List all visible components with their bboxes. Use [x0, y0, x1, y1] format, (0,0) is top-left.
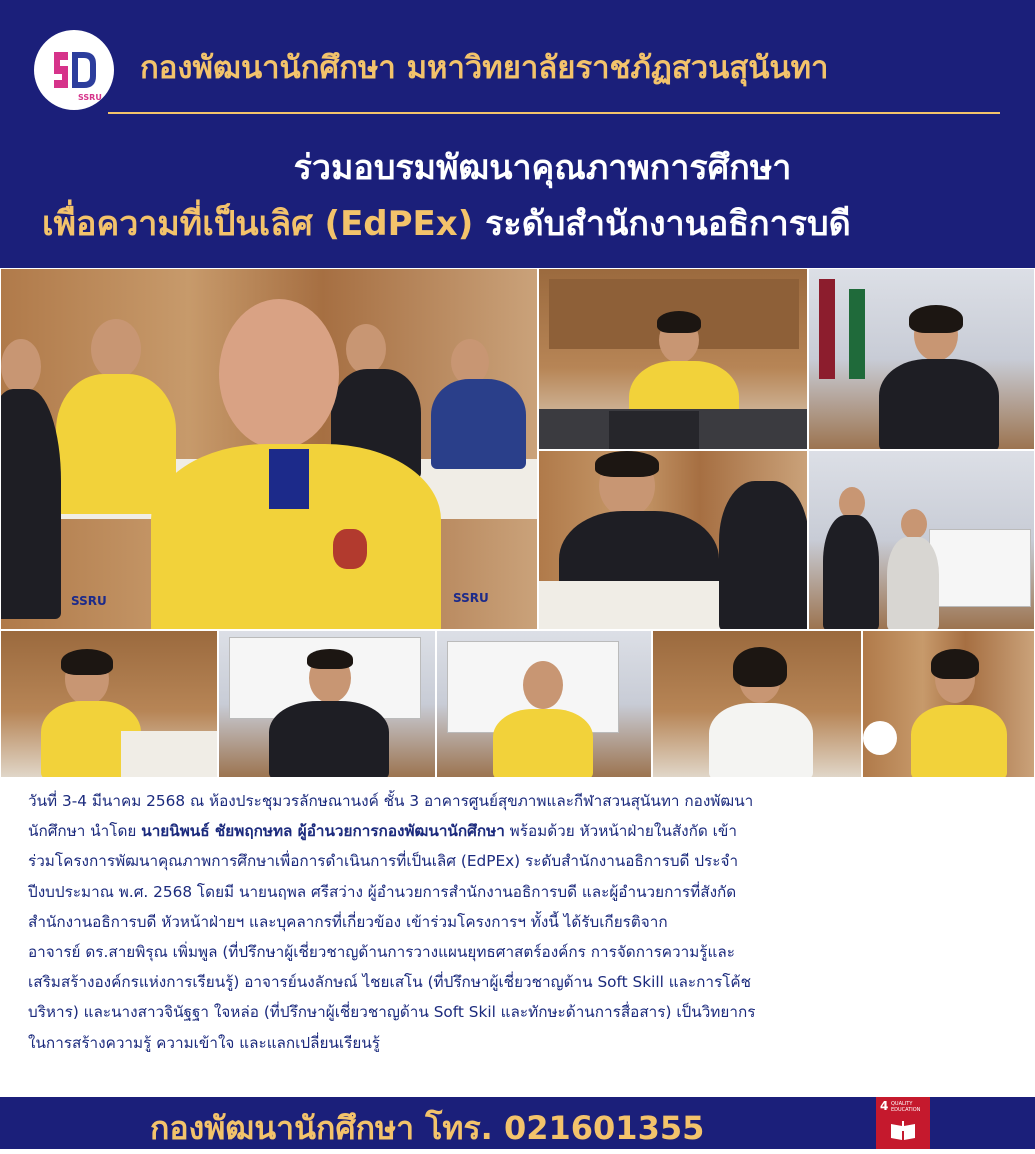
- photo-participant-writing: [538, 450, 808, 630]
- photo-main-director: [0, 268, 538, 630]
- shirt-print: SSRU: [71, 594, 107, 608]
- body-line: ในการสร้างความรู้ ความเข้าใจ และแลกเปลี่ยนเรียนรู้: [28, 1033, 380, 1052]
- director-name: นายนิพนธ์ ชัยพฤกษทล ผู้อำนวยการกองพัฒนานักศึกษา: [141, 822, 505, 841]
- body-line: อาจารย์ ดร.สายพิรุณ เพิ่มพูล (ที่ปรึกษาผู้เชี่ยวชาญด้านการวางแผนยุทธศาสตร์องค์กร การจัดการความรู้และ: [28, 943, 735, 962]
- header-divider: [108, 112, 1000, 114]
- org-title: กองพัฒนานักศึกษา มหาวิทยาลัยราชภัฏสวนสุนันทา: [140, 50, 829, 86]
- ssru-logo-icon: [34, 30, 114, 110]
- body-line: บริหาร) และนางสาวจินัฐฐา ใจหล่อ (ที่ปรึกษาผู้เชี่ยวชาญด้าน Soft Skil และทักษะด้านการสื่อสาร) เป็นวิทยากร: [28, 1003, 756, 1022]
- sdg-label: QUALITY EDUCATION: [891, 1101, 921, 1113]
- body-line: ร่วมโครงการพัฒนาคุณภาพการศึกษาเพื่อการดำเนินการที่เป็นเลิศ (EdPEx) ระดับสำนักงานอธิการบดี ประจำ: [28, 852, 739, 871]
- news-body: [28, 786, 1035, 1058]
- ssru-logo: [34, 30, 114, 110]
- photo-speaker-microphone: [808, 268, 1035, 450]
- photo-participant-5: [862, 630, 1035, 778]
- photo-participant-2: [218, 630, 436, 778]
- body-line: สำนักงานอธิการบดี หัวหน้าฝ่ายฯ และบุคลากรที่เกี่ยวข้อง เข้าร่วมโครงการฯ ทั้งนี้ ได้รับเกียรติจาก: [28, 912, 668, 931]
- svg-text:SSRU: SSRU: [78, 93, 102, 102]
- photo-participant-1: [0, 630, 218, 778]
- photo-group-whiteboard: [808, 450, 1035, 630]
- body-line: นักศึกษา นำโดย นายนิพนธ์ ชัยพฤกษทล ผู้อำนวยการกองพัฒนานักศึกษา พร้อมด้วย หัวหน้าฝ่ายในสังกัด เข้า: [28, 822, 737, 841]
- book-icon: [890, 1121, 916, 1141]
- sdg-quality-education-badge: [876, 1097, 930, 1149]
- footer-bar: [0, 1097, 1035, 1149]
- photo-participant-4: [652, 630, 862, 778]
- body-line: เสริมสร้างองค์กรแห่งการเรียนรู้) อาจารย์นงลักษณ์ ไชยเสโน (ที่ปรึกษาผู้เชี่ยวชาญด้าน Soft Skill และการโค้ช: [28, 973, 752, 992]
- photo-participant-3: [436, 630, 652, 778]
- headline-line-2: [42, 196, 851, 250]
- headline-rest: ระดับสำนักงานอธิการบดี: [473, 204, 851, 244]
- body-line: วันที่ 3-4 มีนาคม 2568 ณ ห้องประชุมวรลักษณานงค์ ชั้น 3 อาคารศูนย์สุขภาพและกีฬาสวนสุนันทา กองพัฒนา: [28, 792, 754, 810]
- contact-phone: กองพัฒนานักศึกษา โทร. 021601355: [150, 1109, 705, 1147]
- photo-speaker-seated: [538, 268, 808, 450]
- headline-highlight: เพื่อความที่เป็นเลิศ (EdPEx): [42, 204, 474, 244]
- header-banner: [0, 0, 1035, 268]
- body-line: ปีงบประมาณ พ.ศ. 2568 โดยมี นายนฤพล ศรีสว่าง ผู้อำนวยการสำนักงานอธิการบดี และผู้อำนวยการที่สังกัด: [28, 882, 737, 901]
- shirt-print: SSRU: [453, 591, 489, 605]
- headline-line-1: ร่วมอบรมพัฒนาคุณภาพการศึกษา: [293, 148, 792, 188]
- sdg-number: 4: [880, 1099, 889, 1113]
